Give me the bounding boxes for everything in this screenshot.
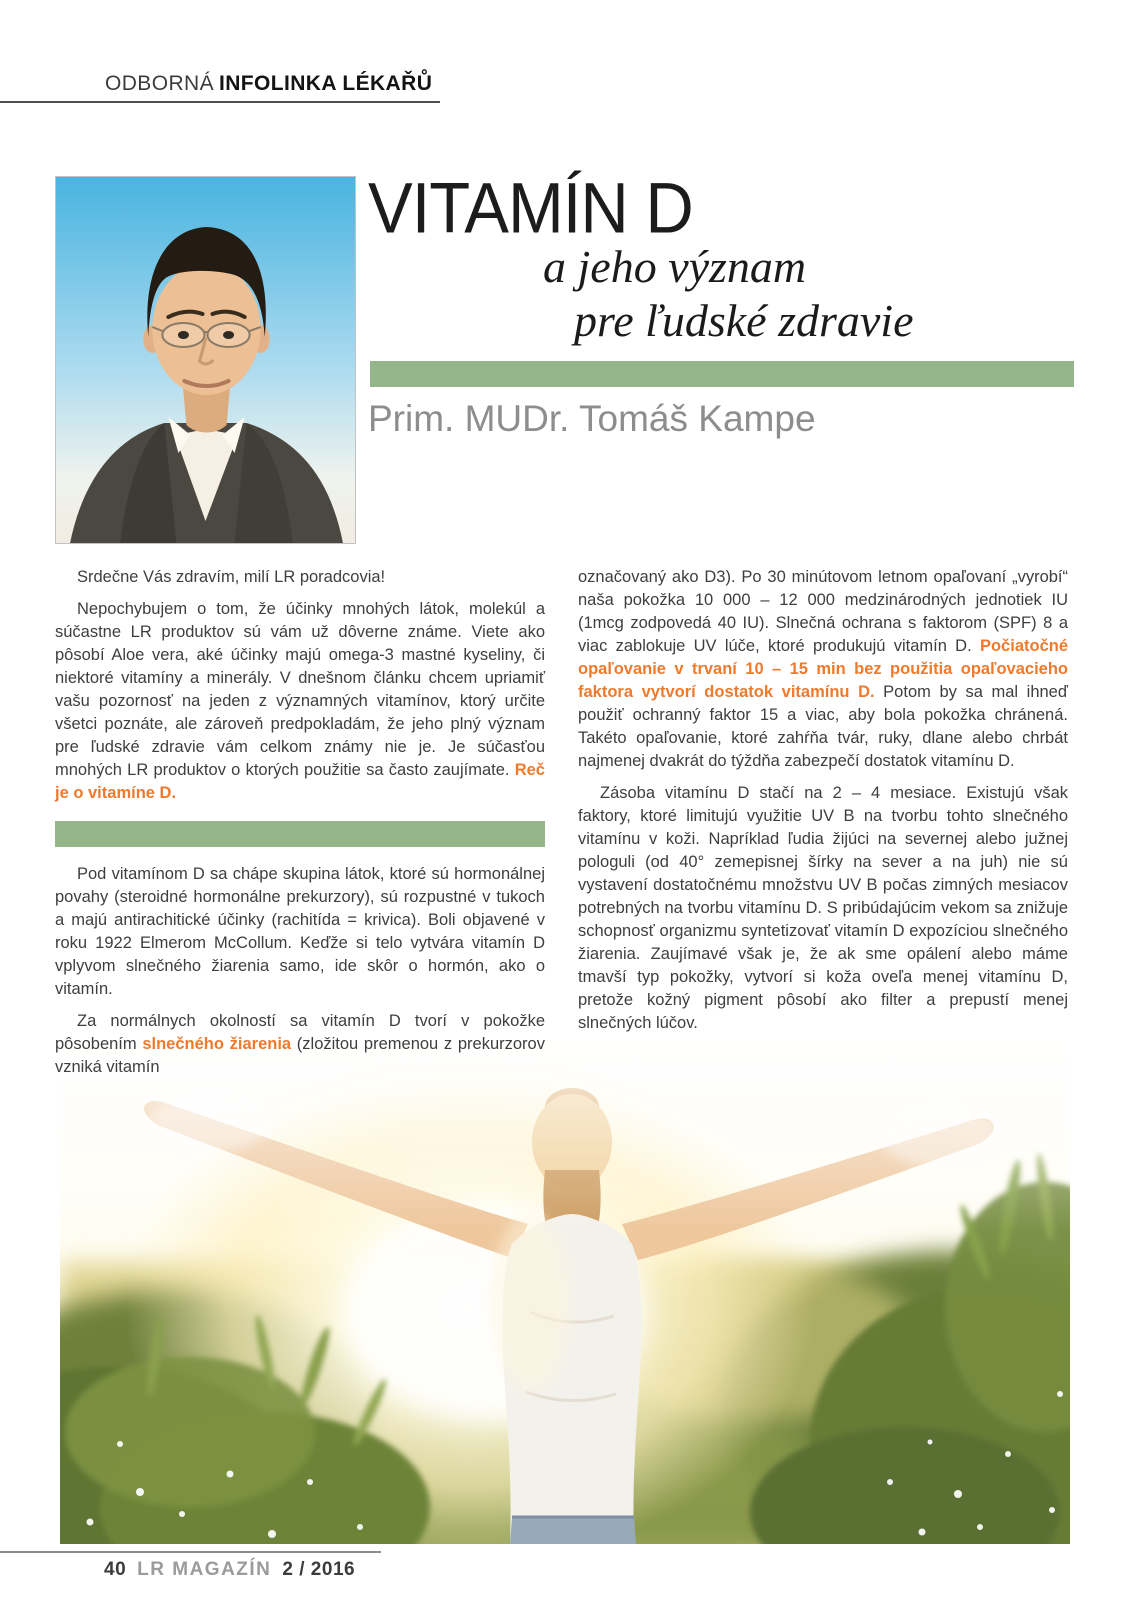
article-body [55, 566, 1068, 1088]
magazine-name: LR MAGAZÍN [137, 1559, 272, 1580]
paragraph-sun-text-after: Potom by sa mal ihneď použiť ochranný faktor 15 a viac, aby bola pokožka chránená. Takéto opaľovanie, ktoré zahŕňa tvár, ruky, dlane alebo chrbát najmenej dvakrát do týždňa zabezpečí dostatok vitamínu D. [578, 683, 1068, 770]
highlight-text: slnečného žiarenia [142, 1035, 292, 1053]
paragraph-sun-text: označovaný ako D3). Po 30 minútovom letnom opaľovaní „vyrobí“ naša pokožka 10 000 – 12 000 medzinárodných jednotiek IU (1mcg zodpovedá 40 IU). Slnečná ochrana s faktorom (SPF) 8 a viac zablokuje UV lúče, ktoré produkujú vitamín D. [578, 568, 1068, 655]
paragraph-greeting: Srdečne Vás zdravím, milí LR poradcovia! [77, 568, 386, 586]
article-subtitle-line2: pre ľudské zdravie [574, 295, 914, 346]
article-title: VITAMÍN D [368, 169, 693, 249]
hero-photo [60, 1012, 1070, 1544]
author-photo [55, 176, 356, 544]
paragraph-skin-text: Za normálnych okolností sa vitamín D tvorí v pokožke pôsobením [55, 1012, 545, 1053]
paragraph-skin-text-after: (zložitou premenou z prekurzorov vzniká vitamín [55, 1035, 545, 1076]
hero-photo-graphic [60, 1012, 1070, 1544]
paragraph-definition: Pod vitamínom D sa chápe skupina látok, ktoré sú hormonálnej povahy (steroidné hormonálne prekurzory), sú rozpustné v tukoch a majú antirachitické účinky (rachitída = krivica). Boli objavené v roku 1922 Elmerom McCollum. Keďže si telo vytvára vitamín D vplyvom slnečného žiarenia samo, ide skôr o hormón, ako o vitamín. [55, 865, 545, 998]
article-subtitle-line1: a jeho význam [543, 241, 807, 292]
section-kicker [105, 72, 432, 96]
highlight-text: Počiatočné opaľovanie v trvaní 10 – 15 min bez použitia opaľovacieho faktora vytvorí dostatok vitamínu D. [578, 637, 1068, 701]
kicker-regular: ODBORNÁ [105, 72, 214, 95]
left-column [55, 566, 545, 1088]
footer [104, 1559, 355, 1581]
kicker-bold: INFOLINKA LÉKAŘŮ [218, 72, 433, 95]
highlight-text: Reč je o vitamíne D. [55, 761, 545, 802]
column-green-divider [55, 821, 545, 847]
footer-rule [0, 1551, 381, 1553]
page-number: 40 [104, 1559, 127, 1580]
author-name: Prim. MUDr. Tomáš Kampe [368, 398, 816, 439]
paragraph-sun-exposure [578, 566, 1068, 773]
right-column [578, 566, 1068, 1088]
paragraph-intro [55, 598, 545, 805]
paragraph-supply-factors: Zásoba vitamínu D stačí na 2 – 4 mesiace. Existujú však faktory, ktoré limitujú využitie UV B na tvorbu tohto slnečného vitamínu v koži. Napríklad ľudia žijúci na severnej alebo južnej pologuli (od 40° zemepisnej šírky na sever a na juh) nie sú vystavení dostatočnému množstvu UV B počas zimných mesiacov potrebných na tvorbu vitamínu D. S pribúdajúcim vekom sa znižuje schopnosť organizmu syntetizovať vitamín D expozíciou slnečného žiarenia. Zaujímavé však je, že ak sme opálení alebo máme tmavší typ pokožky, vytvorí si koža oveľa menej vitamínu D, pretože kožný pigment pôsobí ako filter a prepustí menej slnečných lúčov. [578, 784, 1068, 1032]
issue-number: 2 / 2016 [282, 1559, 356, 1580]
paragraph-intro-text: Nepochybujem o tom, že účinky mnohých látok, molekúl a súčastne LR produktov sú vám už dôverne známe. Viete ako pôsobí Aloe vera, aké účinky majú omega-3 mastné kyseliny, či niektoré vitamíny a minerály. V dnešnom článku chcem upriamiť vašu pozornosť na jeden z významných vitamínov, ktorý určite všetci poznáte, ale zároveň predpokladám, že jeho plný význam pre ľudské zdravie vám celkom známy nie je. Je súčasťou mnohých LR produktov o ktorých použitie sa často zaujímate. [55, 600, 545, 779]
title-green-bar [370, 361, 1074, 387]
author-photo-graphic [56, 177, 355, 543]
header-rule [0, 101, 440, 103]
paragraph-skin-synthesis [55, 1010, 545, 1079]
